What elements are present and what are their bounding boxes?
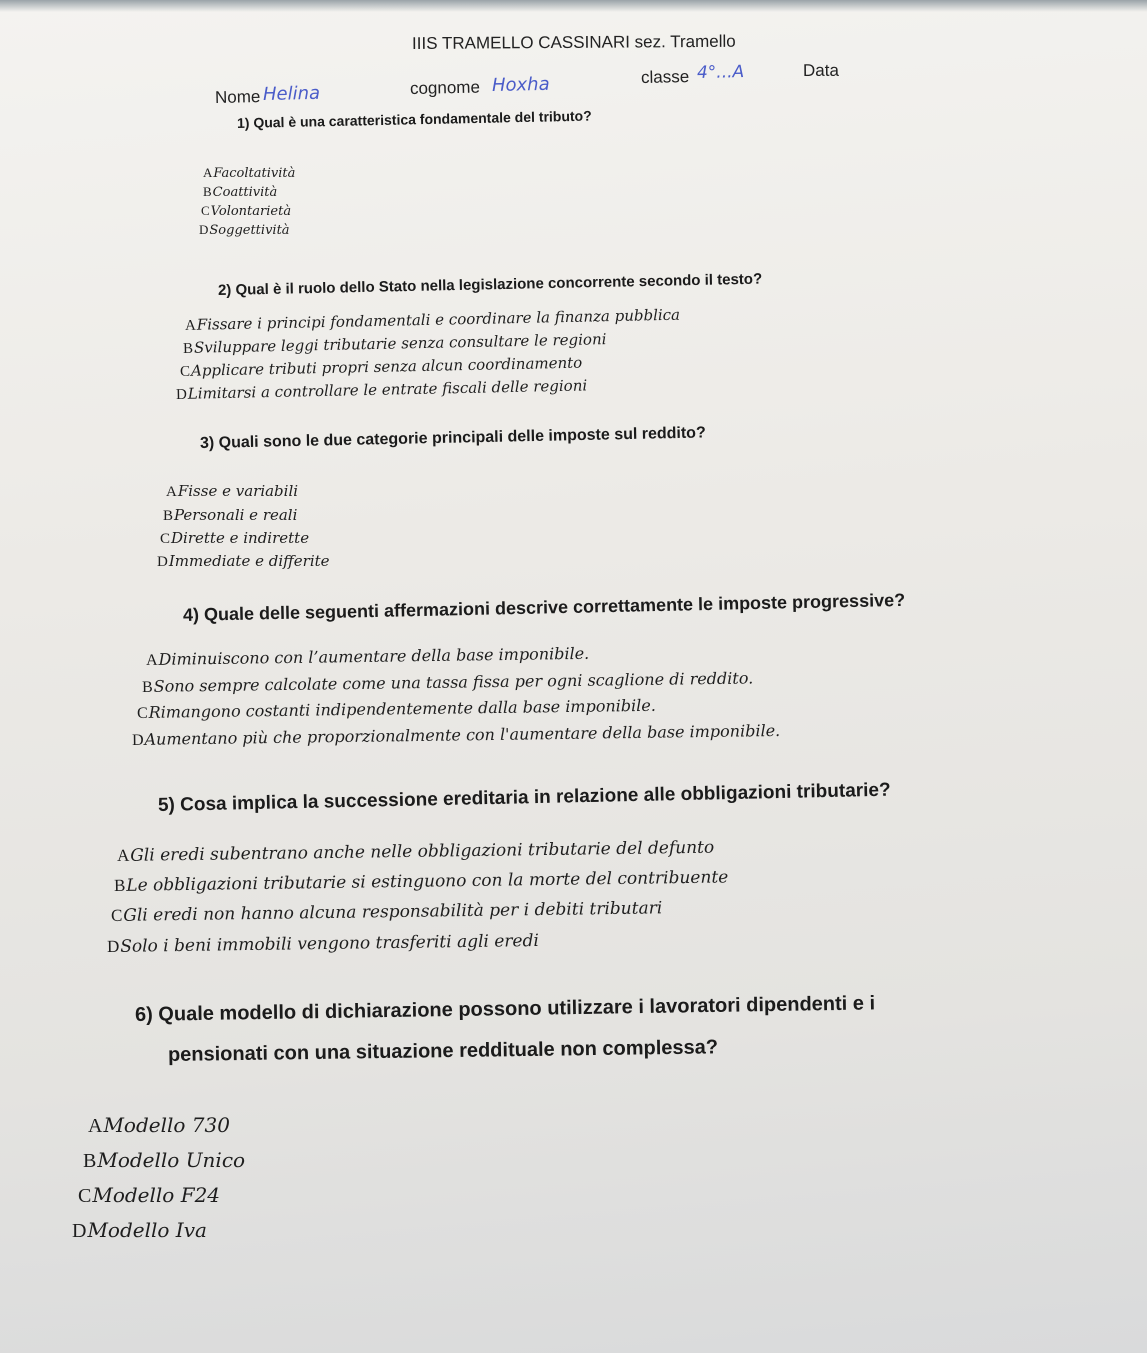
nome-value: Helina — [262, 82, 321, 105]
q5-option-b: BLe obbligazioni tributarie si estinguono con la morte del contribuente — [113, 867, 729, 896]
q4-option-c: CRimangono costanti indipendentemente dalla base imponibile. — [136, 695, 656, 722]
q2-option-a: AFissare i principi fondamentali e coordinare la finanza pubblica — [184, 305, 681, 334]
q2-option-d: DLimitarsi a controllare le entrate fiscali delle regioni — [175, 376, 588, 403]
cognome-value: Hoxha — [491, 73, 550, 96]
cognome-label: cognome — [409, 77, 481, 98]
q6-option-c: CModello F24 — [78, 1183, 221, 1207]
question-6-line-1: 6) Quale modello di dichiarazione possono utilizzare i lavoratori dipendenti e i — [134, 992, 876, 1026]
question-4: 4) Quale delle seguenti affermazioni descrive correttamente le imposte progressive? — [182, 589, 906, 625]
q1-option-c: CVolontarietà — [201, 203, 292, 219]
classe-label: classe — [640, 66, 690, 87]
q2-option-b: BSviluppare leggi tributarie senza consultare le regioni — [182, 330, 607, 357]
question-6-line-2: pensionati con una situazione reddituale non complessa? — [167, 1036, 719, 1066]
question-5: 5) Cosa implica la successione ereditaria in relazione alle obbligazioni tributarie? — [157, 779, 891, 816]
q4-option-b: BSono sempre calcolate come una tassa fissa per ogni scaglione di reddito. — [141, 668, 754, 696]
q6-option-b: BModello Unico — [83, 1148, 246, 1172]
q4-option-a: ADiminuiscono con l’aumentare della base imponibile. — [145, 643, 590, 669]
classe-value: 4°...A — [696, 62, 745, 83]
q5-option-d: DSolo i beni immobili vengono trasferiti agli eredi — [106, 930, 540, 957]
data-label: Data — [802, 60, 839, 80]
q5-option-c: CGli eredi non hanno alcuna responsabilità per i debiti tributari — [110, 898, 663, 926]
paper-top-shadow — [0, 0, 1147, 12]
q1-option-a: AFacoltatività — [203, 165, 296, 181]
q2-option-c: CApplicare tributi propri senza alcun coordinamento — [179, 353, 583, 380]
q5-option-a: AGli eredi subentrano anche nelle obbligazioni tributarie del defunto — [116, 837, 715, 866]
q3-option-c: CDirette e indirette — [160, 529, 310, 547]
nome-label: Nome — [214, 87, 261, 107]
q1-option-b: BCoattività — [203, 184, 278, 200]
q1-option-d: DSoggettività — [199, 222, 290, 238]
q6-option-a: AModello 730 — [88, 1113, 230, 1137]
school-header: IIIS TRAMELLO CASSINARI sez. Tramello — [411, 31, 736, 53]
q6-option-d: DModello Iva — [72, 1218, 207, 1242]
q3-option-d: DImmediate e differite — [157, 552, 330, 570]
question-3: 3) Quali sono le due categorie principali delle imposte sul reddito? — [199, 424, 706, 452]
question-1: 1) Qual è una caratteristica fondamentale del tributo? — [236, 107, 592, 131]
q4-option-d: DAumentano più che proporzionalmente con l'aumentare della base imponibile. — [131, 720, 781, 749]
q3-option-b: BPersonali e reali — [163, 506, 298, 524]
q3-option-a: AFisse e variabili — [166, 482, 299, 500]
question-2: 2) Qual è il ruolo dello Stato nella legislazione concorrente secondo il testo? — [217, 270, 763, 299]
